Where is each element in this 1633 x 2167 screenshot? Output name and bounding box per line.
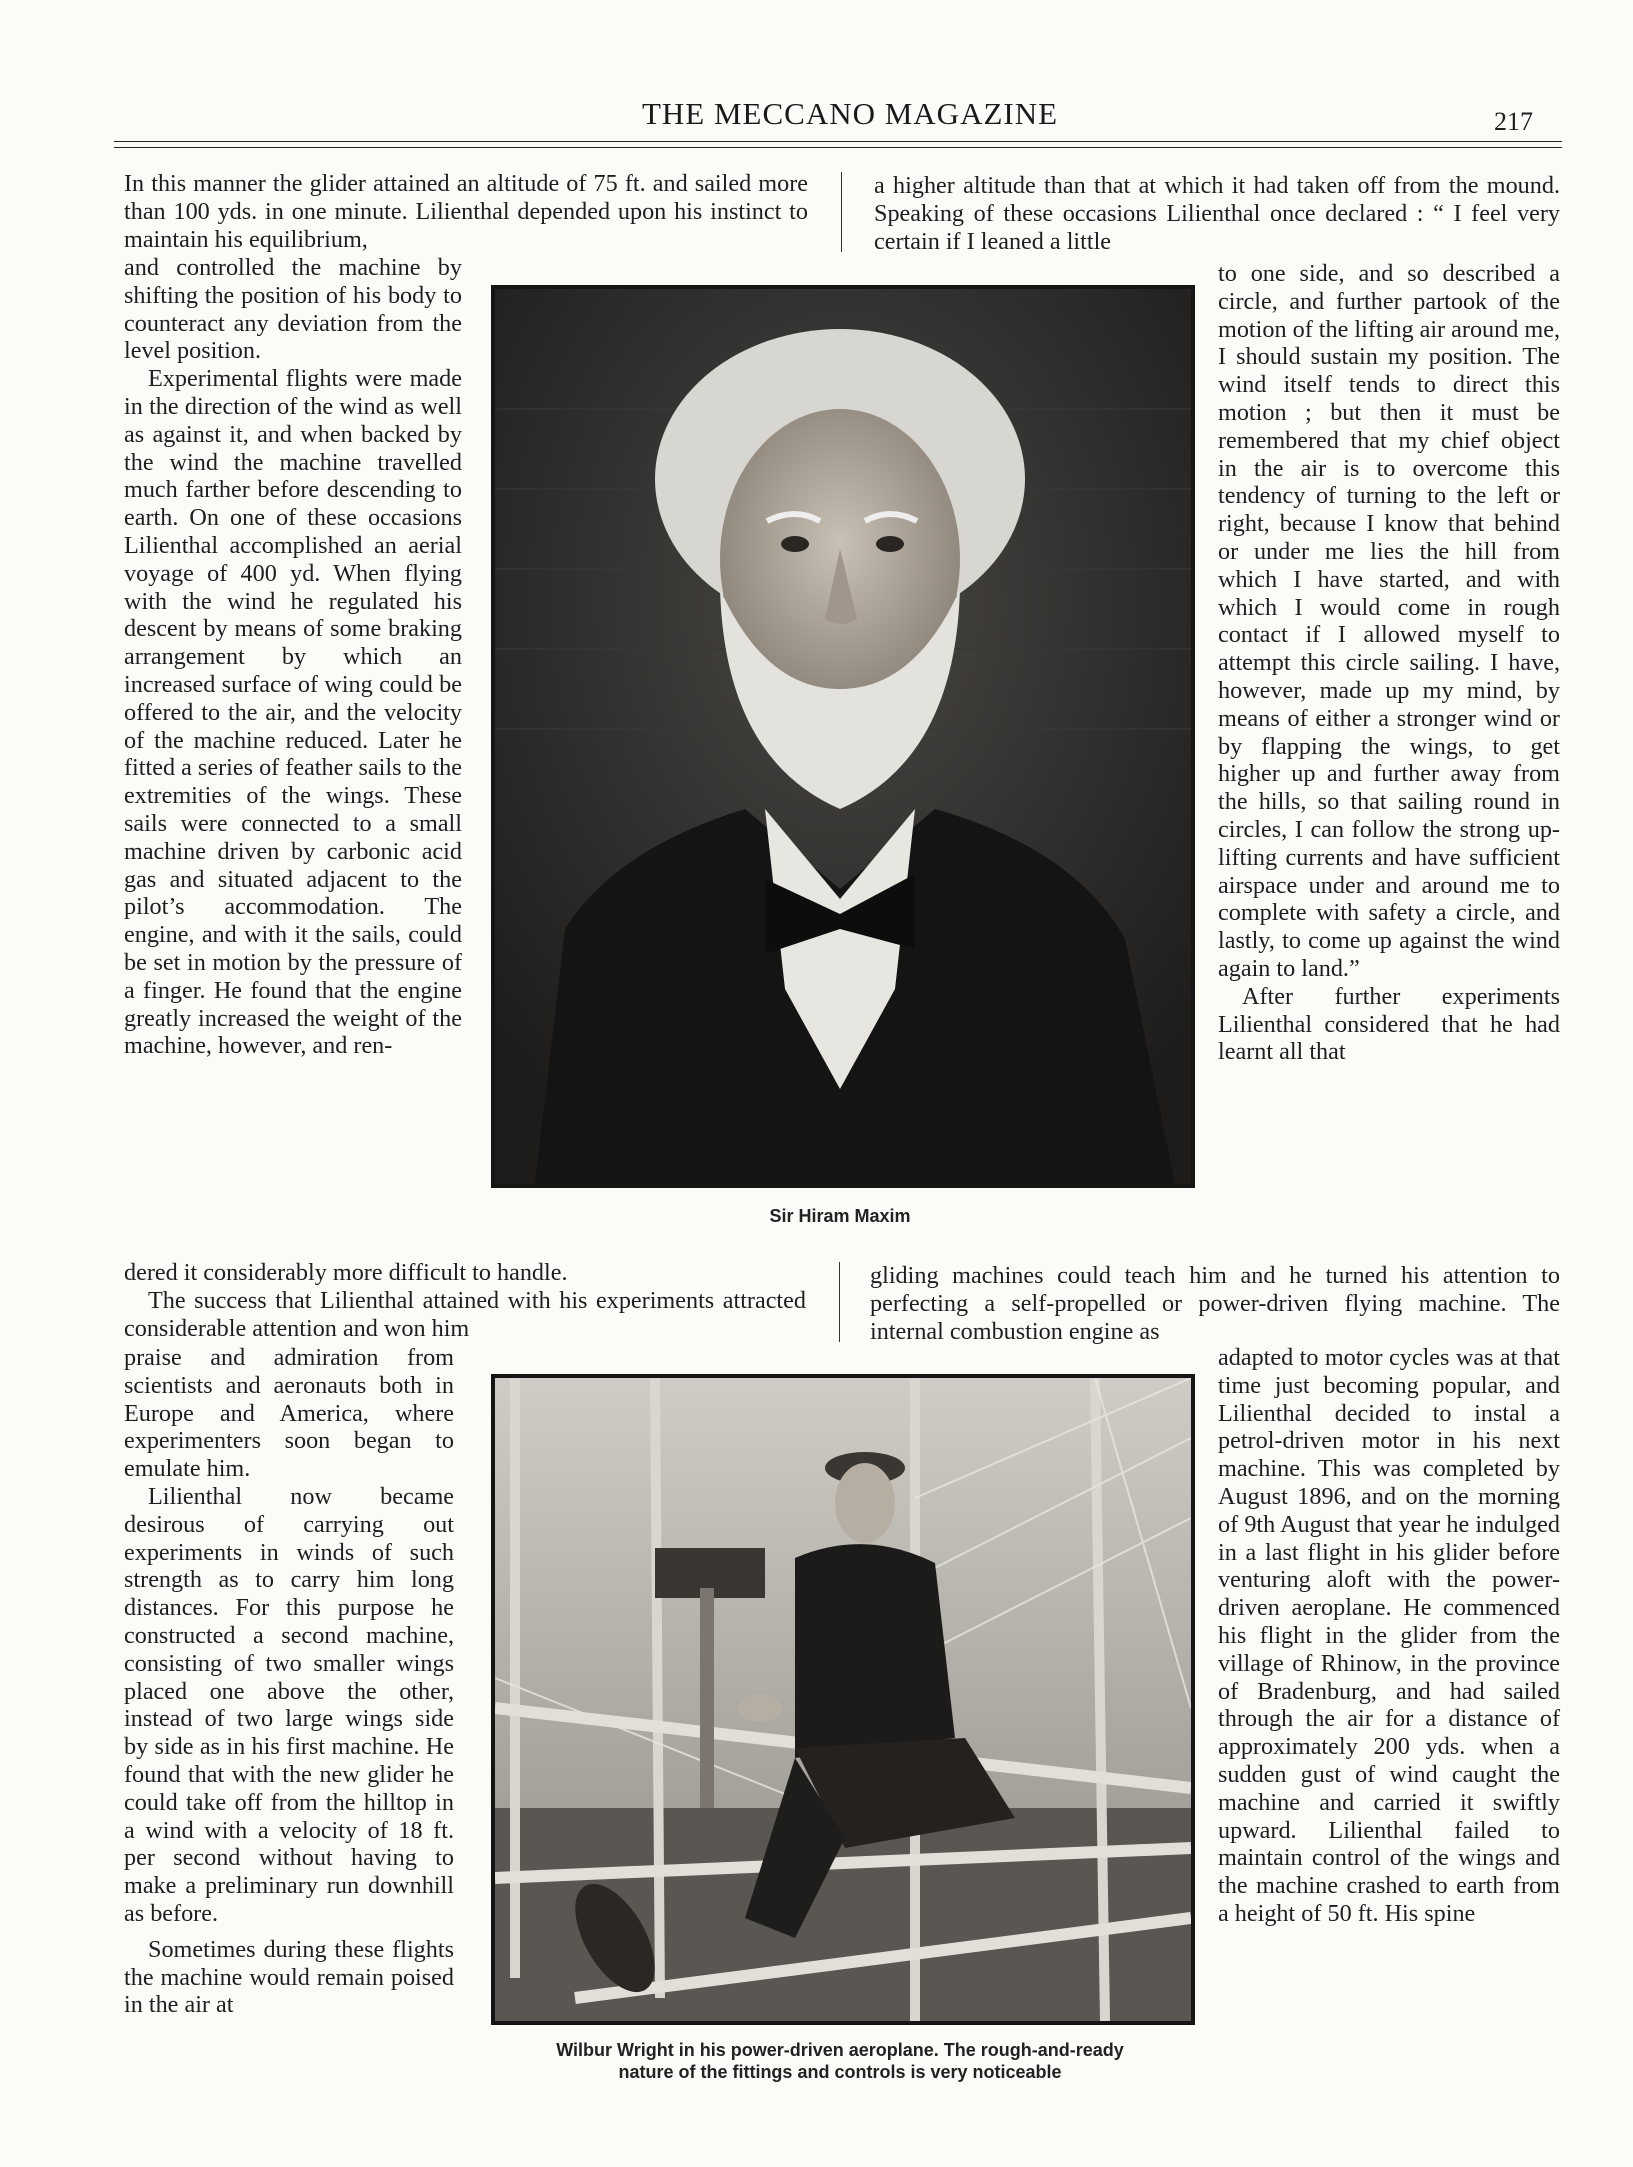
aeroplane-caption-line-1: Wilbur Wright in his power-driven aeroplane. The rough-and-ready [556, 2040, 1124, 2060]
portrait-photo-sir-hiram-maxim [491, 285, 1195, 1188]
aeroplane-photo-wilbur-wright [491, 1374, 1195, 2025]
aeroplane-illustration [495, 1378, 1191, 2021]
middle-right-paragraph: gliding machines could teach him and he turned his attention to perfecting a self-propelled or power-driven flying machine. The internal combustion engine as [870, 1262, 1560, 1345]
aeroplane-caption-line-2: nature of the fittings and controls is very noticeable [618, 2062, 1062, 2082]
left-column-upper: and controlled the machine by shifting the position of his body to counteract any deviation from the level position. Experimental flights were made in the direction of the wind as well as against it, and when backed by the wind the machine travelled much farther before descending to earth. On one of these occasions Lilienthal accomplished an aerial voyage of 400 yd. When flying with the wind he regulated his descent by means of some braking arrangement by which an increased surface of wing could be offered to the air, and the velocity of the machine reduced. Later he fitted a series of feather sails to the extremities of the wings. These sails were connected to a small machine driven by carbonic acid gas and situated adjacent to the pilot’s accommodation. The engine, and with it the sails, could be set in motion by the pressure of a finger. He found that the engine greatly increased the weight of the machine, however, and ren- [124, 254, 462, 1060]
header-rule-top [114, 141, 1562, 142]
middle-left-paragraph: dered it considerably more difficult to handle. The success that Lilienthal attained with his experiments attracted considerable attention and won him [124, 1259, 806, 1342]
page-number: 217 [1494, 107, 1533, 136]
column-divider-top [841, 172, 842, 252]
magazine-title: THE MECCANO MAGAZINE [641, 96, 1059, 131]
portrait-illustration [495, 289, 1191, 1184]
column-divider-middle [839, 1262, 840, 1342]
right-column-lower: adapted to motor cycles was at that time just becoming popular, and Lilienthal decided to instal a petrol-driven motor in his next machine. This was completed by August 1896, and on the morning of 9th August that year he indulged in a last flight in his glider before venturing aloft with the power-driven aeroplane. He commenced his flight in the glider from the village of Rhinow, in the province of Bradenburg, and had sailed through the air for a distance of approximately 200 yds. when a sudden gust of wind caught the machine and carried it swiftly upward. Lilienthal failed to maintain control of the wings and the machine crashed to earth from a height of 50 ft. His spine [1218, 1344, 1560, 1927]
right-column-upper: to one side, and so described a circle, and further partook of the motion of the lifting air around me, I should sustain my position. The wind itself tends to direct this motion ; but then it must be remembered that my chief object in the air is to overcome this tendency of turning to the left or right, because I know that behind or under me lies the hill from which I have started, and with which I would come in rough contact if I allowed myself to attempt this circle sailing. I have, however, made up my mind, by means of either a stronger wind or by flapping the wings, to get higher up and further away from the hills, so that sailing round in circles, I can follow the strong up-lifting currents and have sufficient airspace under and around me to complete with safety a circle, and lastly, to come up against the wind again to land.” After further experiments Lilienthal considered that he had learnt all that [1218, 260, 1560, 1066]
portrait-caption: Sir Hiram Maxim [769, 1206, 911, 1226]
top-left-paragraph: In this manner the glider attained an altitude of 75 ft. and sailed more than 100 yds. in one minute. Lilienthal depended upon his instinct to maintain his equilibrium, [124, 170, 808, 253]
header-rule-bottom [114, 147, 1562, 148]
top-right-paragraph: a higher altitude than that at which it had taken off from the mound. Speaking of these occasions Lilienthal once declared : “ I feel very certain if I leaned a little [874, 172, 1560, 255]
left-column-lower: praise and admiration from scientists and aeronauts both in Europe and America, where experimenters soon began to emulate him. Lilienthal now became desirous of carrying out experiments in winds of such strength as to carry him long distances. For this purpose he constructed a second machine, consisting of two smaller wings placed one above the other, instead of two large wings side by side as in his first machine. He found that with the new glider he could take off from the hilltop in a wind with a velocity of 18 ft. per second without having to make a preliminary run downhill as before. Sometimes during these flights the machine would remain poised in the air at [124, 1344, 454, 2019]
aeroplane-caption [470, 2039, 1210, 2083]
